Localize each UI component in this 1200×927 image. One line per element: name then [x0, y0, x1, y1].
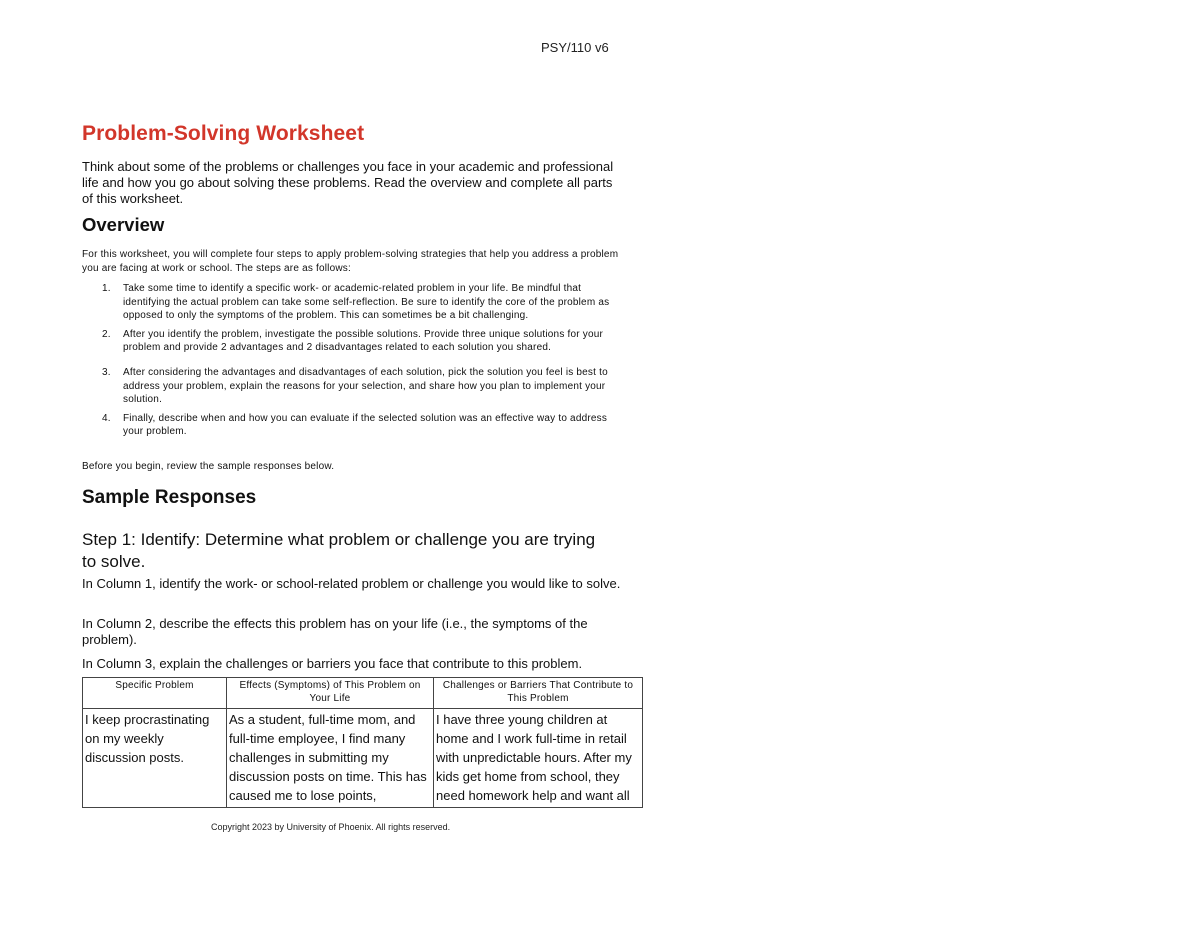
sample-responses-heading: Sample Responses [82, 487, 257, 508]
step-number: 1. [102, 283, 111, 294]
step-item [82, 328, 622, 355]
table-row [83, 709, 643, 808]
sample-response-table [82, 677, 643, 808]
column2-instruction: In Column 2, describe the effects this problem has on your life (i.e., the symptoms of the problem). [82, 616, 588, 647]
step-number: 3. [102, 366, 111, 378]
step-text: Take some time to identify a specific work- or academic-related problem in your life. Be mindful that identifying the actual problem can take some self-reflection. Be sure to identify the core of the problem as opposed to only the symptoms of the problem. This can sometimes be a bit challenging. [123, 283, 610, 322]
before-you-begin-text: Before you begin, review the sample responses below. [82, 461, 335, 472]
table-cell [434, 709, 643, 808]
document-code-header: PSY/110 v6 [541, 40, 609, 55]
step-item [82, 412, 622, 439]
copyright-footer: Copyright 2023 by University of Phoenix. All rights reserved. [211, 822, 451, 832]
step-number: 2. [102, 328, 111, 340]
step-item [82, 366, 622, 407]
cell-text: As a student, full-time mom, and full-time employee, I find many challenges in submitting my discussion posts on time. This has caused me to lose points, [229, 712, 427, 803]
page-title: Problem-Solving Worksheet [82, 122, 365, 145]
table-cell [227, 709, 434, 808]
step-text: Finally, describe when and how you can evaluate if the selected solution was an effective way to address your problem. [123, 412, 608, 438]
step1-heading: Step 1: Identify: Determine what problem or challenge you are trying to solve. [82, 530, 596, 571]
step-text: After you identify the problem, investigate the possible solutions. Provide three unique solutions for your problem and provide 2 advantages and 2 disadvantages related to each solution you shared. [123, 328, 603, 354]
intro-paragraph: Think about some of the problems or challenges you face in your academic and professional life and how you go about solving these problems. Read the overview and complete all parts of this worksheet. [82, 159, 614, 206]
cell-text: I have three young children at home and I work full-time in retail with unpredictable hours. After my kids get home from school, they need homework help and want all [436, 712, 632, 803]
step-item [82, 282, 622, 323]
table-cell [83, 709, 227, 808]
overview-paragraph: For this worksheet, you will complete four steps to apply problem-solving strategies that help you address a problem you are facing at work or school. The steps are as follows: [82, 249, 619, 274]
step-number: 4. [102, 412, 111, 424]
column3-instruction: In Column 3, explain the challenges or barriers you face that contribute to this problem. [82, 656, 583, 671]
steps-list [82, 282, 622, 439]
cell-text: I keep procrastinating on my weekly discussion posts. [85, 712, 210, 765]
table-header-cell: Challenges or Barriers That Contribute to This Problem [434, 678, 643, 709]
table-header-cell: Specific Problem [83, 678, 227, 709]
table-header-row [83, 678, 643, 709]
table-header-cell: Effects (Symptoms) of This Problem on Your Life [227, 678, 434, 709]
column1-instruction: In Column 1, identify the work- or school-related problem or challenge you would like to solve. [82, 576, 621, 591]
step-text: After considering the advantages and disadvantages of each solution, pick the solution you feel is best to address your problem, explain the reasons for your selection, and share how you plan to implement your solution. [123, 366, 608, 406]
overview-heading: Overview [82, 214, 165, 235]
